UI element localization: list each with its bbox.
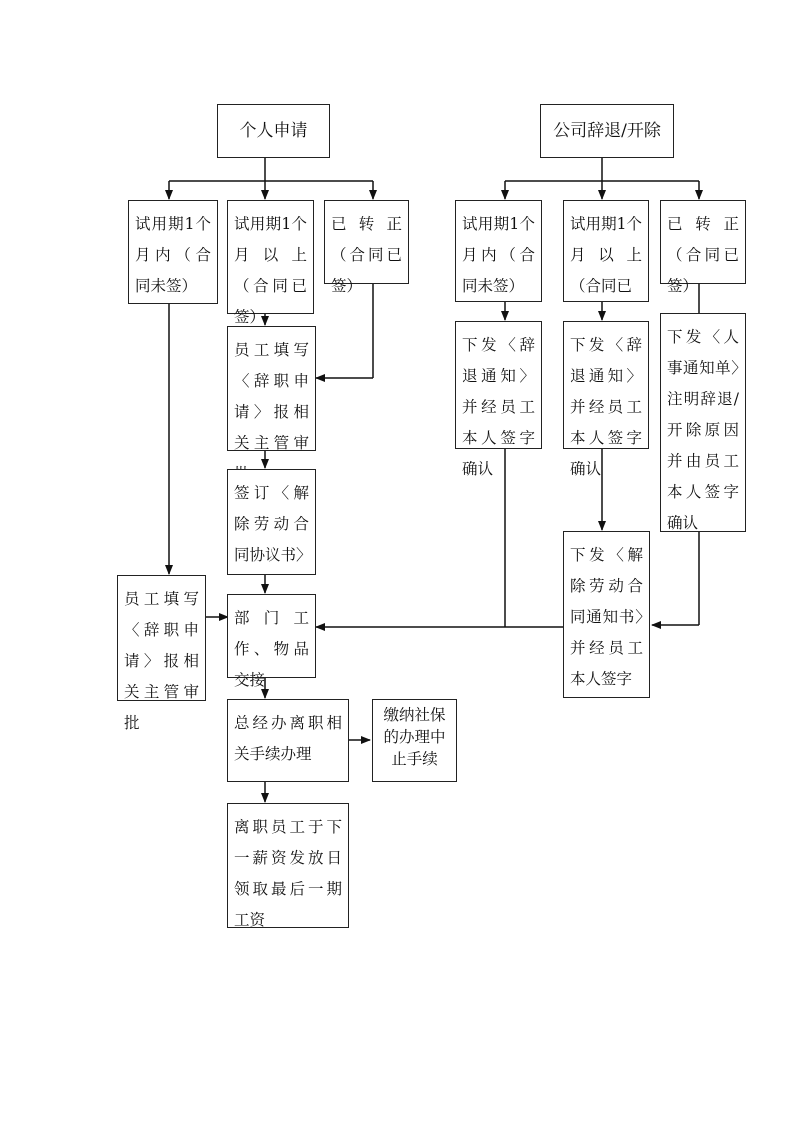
- left-probation-over-box: [227, 200, 314, 326]
- final-salary-label: 离职员工于下一薪资发放日领取最后一期工资: [234, 818, 342, 929]
- final-salary-box: [227, 803, 349, 928]
- notice-a-label: 下发〈辞退通知〉并经员工本人签字确认: [462, 336, 535, 478]
- right-probation-within-label: 试用期1个月内（合同未签）: [462, 215, 535, 295]
- social-security-label: 缴纳社保的办理中止手续: [383, 706, 446, 768]
- termination-notice-label: 下发〈解除劳动合同通知书〉并经员工本人签字: [570, 546, 643, 688]
- right-probation-over-label: 试用期1个月以上（合同已: [570, 215, 642, 295]
- termination-notice-box: [563, 531, 650, 698]
- right-regular-box: [660, 200, 746, 295]
- left-regular-label: 已转正（合同已签）: [331, 215, 402, 295]
- notice-hr-label: 下发〈人事通知单〉注明辞退/开除原因并由员工本人签字确认: [667, 328, 739, 532]
- company-dismissal-box: [540, 104, 674, 158]
- left-probation-within-box: [128, 200, 218, 304]
- personal-application-box: [217, 104, 330, 158]
- sign-termination-label: 签订〈解除劳动合同协议书〉: [234, 484, 312, 564]
- left-regular-box: [324, 200, 409, 295]
- company-dismissal-label: 公司辞退/开除: [553, 121, 661, 141]
- fill-resign-box: [227, 326, 316, 451]
- handover-label: 部门工作、物品交接: [234, 609, 309, 689]
- notice-a-box: [455, 321, 542, 478]
- left-probation-within-label: 试用期1个月内（合同未签）: [135, 215, 211, 295]
- gm-procedure-label: 总经办离职相关手续办理: [234, 714, 342, 763]
- social-security-box: [372, 699, 457, 782]
- handover-box: [227, 594, 316, 689]
- right-probation-within-box: [455, 200, 542, 302]
- gm-procedure-box: [227, 699, 349, 782]
- sign-termination-box: [227, 469, 316, 575]
- left-probation-over-label: 试用期1个月以上（合同已签）: [234, 215, 307, 326]
- fill-resign-probation-label: 员工填写〈辞职申请〉报相关主管审批: [124, 590, 199, 732]
- fill-resign-label: 员工填写〈辞职申请〉报相关主管审: [234, 341, 309, 452]
- right-regular-label: 已转正（合同已签）: [667, 215, 739, 295]
- notice-b-box: [563, 321, 649, 478]
- notice-hr-box: [660, 313, 746, 532]
- right-probation-over-box: [563, 200, 649, 302]
- personal-application-label: 个人申请: [239, 121, 308, 141]
- fill-resign-probation-box: [117, 575, 206, 732]
- notice-b-label: 下发〈辞退通知〉并经员工本人签字确认: [570, 336, 642, 478]
